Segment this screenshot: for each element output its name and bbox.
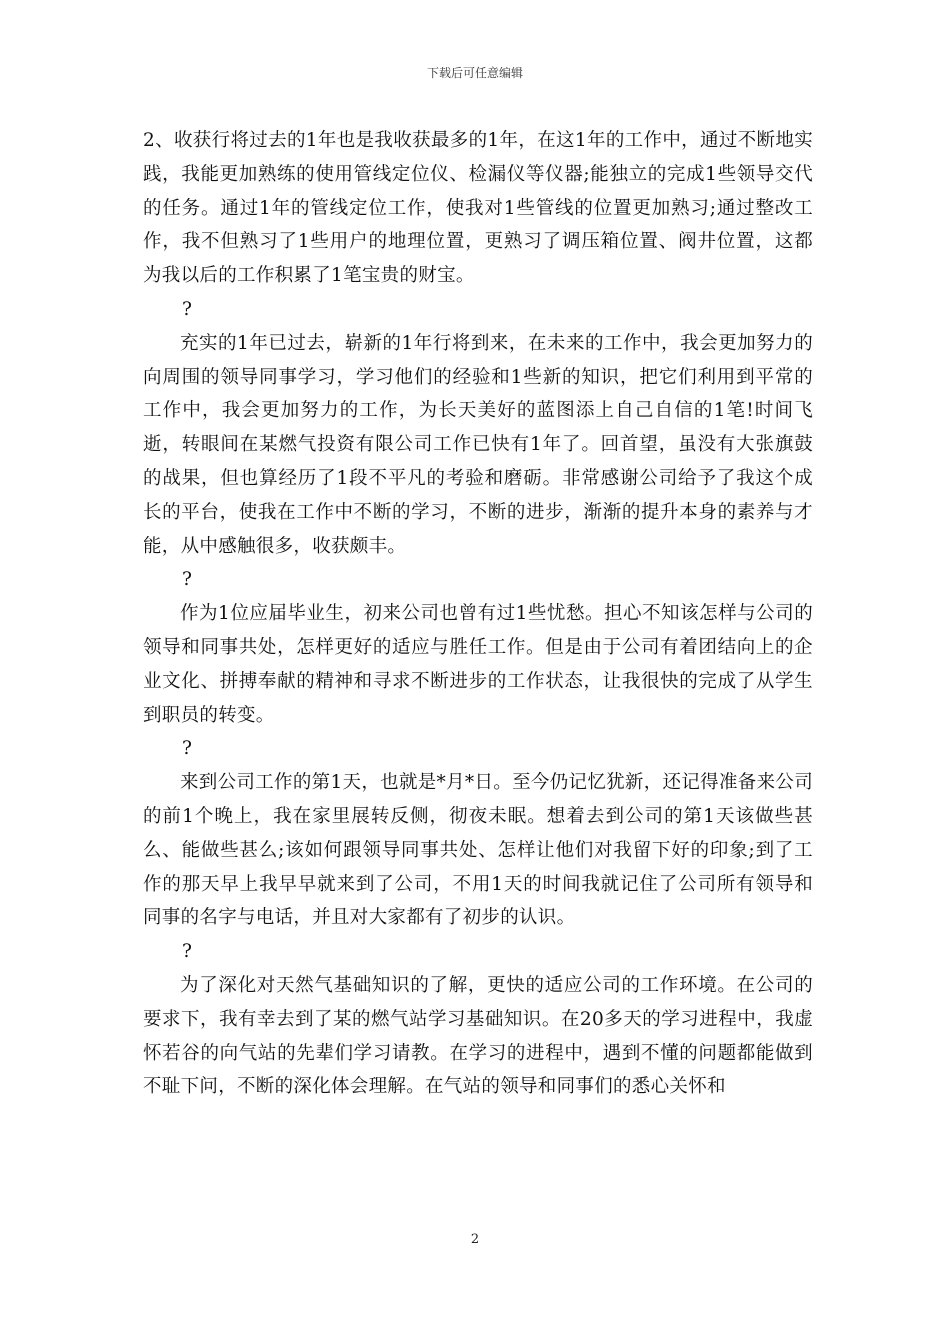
paragraph-training: 为了深化对天然气基础知识的了解，更快的适应公司的工作环境。在公司的要求下，我有幸去到了某的燃气站学习基础知识。在20多天的学习进程中，我虚怀若谷的向气站的先辈们学习请教。在学习的进程中，遇到不懂的问题都能做到不耻下问，不断的深化体会理解。在气站的领导和同事们的悉心关怀和	[143, 974, 813, 1098]
page-number: 2	[470, 1232, 480, 1247]
page-header: 下载后可任意编辑	[426, 66, 523, 80]
paragraph-separator: ?	[182, 298, 192, 320]
document-body	[143, 124, 813, 1104]
paragraph-reflection: 充实的1年已过去，崭新的1年行将到来，在未来的工作中，我会更加努力的向周围的领导同事学习，学习他们的经验和1些新的知识，把它们利用到平常的工作中，我会更加努力的工作，为长天美好的蓝图添上自己自信的1笔!时间飞逝，转眼间在某燃气投资有限公司工作已快有1年了。回首望，虽没有大张旗鼓的战果，但也算经历了1段不平凡的考验和磨砺。非常感谢公司给予了我这个成长的平台，使我在工作中不断的学习，不断的进步，渐渐的提升本身的素养与才能，从中感触很多，收获颇丰。	[143, 332, 813, 557]
paragraph-separator: ?	[182, 569, 192, 591]
paragraph-graduate: 作为1位应届毕业生，初来公司也曾有过1些忧愁。担心不知该怎样与公司的领导和同事共处，怎样更好的适应与胜任工作。但是由于公司有着团结向上的企业文化、拼搏奉献的精神和寻求不断进步的工作状态，让我很快的完成了从学生到职员的转变。	[143, 603, 813, 726]
paragraph-separator: ?	[182, 941, 192, 963]
paragraph-separator: ?	[182, 738, 192, 760]
paragraph-harvest: 2、收获行将过去的1年也是我收获最多的1年，在这1年的工作中，通过不断地实践，我能更加熟练的使用管线定位仪、检漏仪等仪器;能独立的完成1些领导交代的任务。通过1年的管线定位工作，使我对1些管线的位置更加熟习;通过整改工作，我不但熟习了1些用户的地理位置，更熟习了调压箱位置、阀井位置，这都为我以后的工作积累了1笔宝贵的财宝。	[143, 130, 813, 287]
paragraph-first-day: 来到公司工作的第1天，也就是*月*日。至今仍记忆犹新，还记得准备来公司的前1个晚上，我在家里展转反侧，彻夜未眠。想着去到公司的第1天该做些甚么、能做些甚么;该如何跟领导同事共处、怎样让他们对我留下好的印象;到了工作的那天早上我早早就来到了公司，不用1天的时间我就记住了公司所有领导和同事的名字与电话，并且对大家都有了初步的认识。	[143, 772, 813, 929]
